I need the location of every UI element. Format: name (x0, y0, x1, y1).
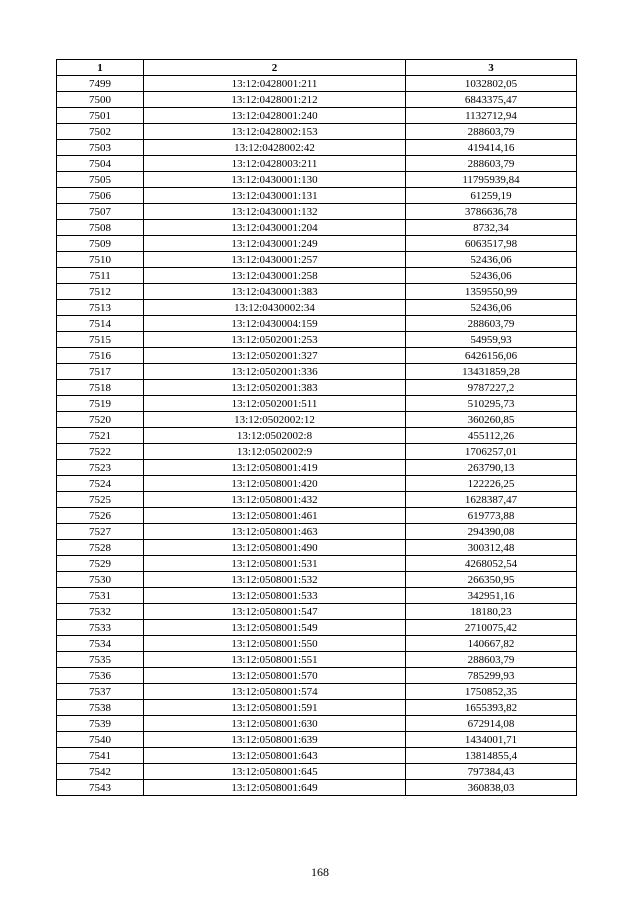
cadastral-number-cell: 13:12:0508001:570 (144, 668, 406, 684)
cadastral-number-cell: 13:12:0508001:432 (144, 492, 406, 508)
table-row (57, 524, 577, 540)
table-row (57, 460, 577, 476)
value-cell: 455112,26 (406, 428, 577, 444)
value-cell: 300312,48 (406, 540, 577, 556)
cadastral-number-cell: 13:12:0430001:383 (144, 284, 406, 300)
cadastral-number-cell: 13:12:0502002:12 (144, 412, 406, 428)
cadastral-number-cell: 13:12:0430001:132 (144, 204, 406, 220)
value-cell: 619773,88 (406, 508, 577, 524)
table-row (57, 748, 577, 764)
value-cell: 288603,79 (406, 156, 577, 172)
table-row (57, 380, 577, 396)
table-row (57, 668, 577, 684)
row-number-cell: 7514 (57, 316, 144, 332)
cadastral-number-cell: 13:12:0508001:547 (144, 604, 406, 620)
table-row (57, 252, 577, 268)
value-cell: 13431859,28 (406, 364, 577, 380)
table-row (57, 620, 577, 636)
row-number-cell: 7508 (57, 220, 144, 236)
table-row (57, 316, 577, 332)
value-cell: 6843375,47 (406, 92, 577, 108)
table-row (57, 764, 577, 780)
cadastral-number-cell: 13:12:0508001:551 (144, 652, 406, 668)
table-row (57, 172, 577, 188)
row-number-cell: 7503 (57, 140, 144, 156)
row-number-cell: 7539 (57, 716, 144, 732)
table-row (57, 780, 577, 796)
cadastral-number-cell: 13:12:0428003:211 (144, 156, 406, 172)
table-row (57, 428, 577, 444)
cadastral-number-cell: 13:12:0502001:336 (144, 364, 406, 380)
table-header (57, 60, 577, 76)
row-number-cell: 7529 (57, 556, 144, 572)
row-number-cell: 7519 (57, 396, 144, 412)
value-cell: 13814855,4 (406, 748, 577, 764)
row-number-cell: 7504 (57, 156, 144, 172)
table-row (57, 300, 577, 316)
value-cell: 61259,19 (406, 188, 577, 204)
value-cell: 263790,13 (406, 460, 577, 476)
row-number-cell: 7515 (57, 332, 144, 348)
table-row (57, 140, 577, 156)
row-number-cell: 7506 (57, 188, 144, 204)
table-row (57, 540, 577, 556)
table-row (57, 556, 577, 572)
table-row (57, 268, 577, 284)
table-row (57, 108, 577, 124)
table-row (57, 348, 577, 364)
row-number-cell: 7533 (57, 620, 144, 636)
row-number-cell: 7510 (57, 252, 144, 268)
row-number-cell: 7511 (57, 268, 144, 284)
value-cell: 1434001,71 (406, 732, 577, 748)
table-row (57, 188, 577, 204)
row-number-cell: 7523 (57, 460, 144, 476)
table-row (57, 476, 577, 492)
value-cell: 360260,85 (406, 412, 577, 428)
value-cell: 4268052,54 (406, 556, 577, 572)
cadastral-number-cell: 13:12:0430002:34 (144, 300, 406, 316)
value-cell: 288603,79 (406, 124, 577, 140)
cadastral-number-cell: 13:12:0508001:574 (144, 684, 406, 700)
table-row (57, 588, 577, 604)
value-cell: 52436,06 (406, 300, 577, 316)
row-number-cell: 7532 (57, 604, 144, 620)
cadastral-number-cell: 13:12:0430001:249 (144, 236, 406, 252)
table-row (57, 396, 577, 412)
cadastral-number-cell: 13:12:0428001:211 (144, 76, 406, 92)
cadastral-number-cell: 13:12:0508001:463 (144, 524, 406, 540)
value-cell: 785299,93 (406, 668, 577, 684)
table-row (57, 412, 577, 428)
cadastral-number-cell: 13:12:0508001:419 (144, 460, 406, 476)
table-row (57, 652, 577, 668)
cadastral-number-cell: 13:12:0502001:253 (144, 332, 406, 348)
row-number-cell: 7542 (57, 764, 144, 780)
row-number-cell: 7535 (57, 652, 144, 668)
value-cell: 140667,82 (406, 636, 577, 652)
table-row (57, 700, 577, 716)
value-cell: 342951,16 (406, 588, 577, 604)
row-number-cell: 7540 (57, 732, 144, 748)
value-cell: 122226,25 (406, 476, 577, 492)
cadastral-number-cell: 13:12:0508001:645 (144, 764, 406, 780)
row-number-cell: 7526 (57, 508, 144, 524)
row-number-cell: 7538 (57, 700, 144, 716)
row-number-cell: 7522 (57, 444, 144, 460)
value-cell: 419414,16 (406, 140, 577, 156)
cadastral-number-cell: 13:12:0508001:532 (144, 572, 406, 588)
value-cell: 1628387,47 (406, 492, 577, 508)
value-cell: 1706257,01 (406, 444, 577, 460)
row-number-cell: 7499 (57, 76, 144, 92)
value-cell: 510295,73 (406, 396, 577, 412)
cadastral-number-cell: 13:12:0428001:212 (144, 92, 406, 108)
row-number-cell: 7531 (57, 588, 144, 604)
row-number-cell: 7525 (57, 492, 144, 508)
value-cell: 1655393,82 (406, 700, 577, 716)
cadastral-number-cell: 13:12:0508001:531 (144, 556, 406, 572)
row-number-cell: 7513 (57, 300, 144, 316)
row-number-cell: 7500 (57, 92, 144, 108)
value-cell: 266350,95 (406, 572, 577, 588)
value-cell: 288603,79 (406, 652, 577, 668)
row-number-cell: 7543 (57, 780, 144, 796)
row-number-cell: 7507 (57, 204, 144, 220)
header-cell-1: 1 (57, 60, 144, 76)
table-row (57, 124, 577, 140)
value-cell: 1132712,94 (406, 108, 577, 124)
value-cell: 8732,34 (406, 220, 577, 236)
row-number-cell: 7537 (57, 684, 144, 700)
cadastral-number-cell: 13:12:0508001:639 (144, 732, 406, 748)
row-number-cell: 7521 (57, 428, 144, 444)
row-number-cell: 7501 (57, 108, 144, 124)
row-number-cell: 7516 (57, 348, 144, 364)
cadastral-number-cell: 13:12:0430001:257 (144, 252, 406, 268)
table-row (57, 716, 577, 732)
page-number: 168 (311, 865, 329, 879)
value-cell: 1750852,35 (406, 684, 577, 700)
cadastral-number-cell: 13:12:0508001:533 (144, 588, 406, 604)
cadastral-number-cell: 13:12:0430001:258 (144, 268, 406, 284)
value-cell: 52436,06 (406, 268, 577, 284)
row-number-cell: 7518 (57, 380, 144, 396)
value-cell: 3786636,78 (406, 204, 577, 220)
row-number-cell: 7524 (57, 476, 144, 492)
cadastral-number-cell: 13:12:0502001:327 (144, 348, 406, 364)
value-cell: 360838,03 (406, 780, 577, 796)
cadastral-number-cell: 13:12:0502002:8 (144, 428, 406, 444)
value-cell: 2710075,42 (406, 620, 577, 636)
row-number-cell: 7541 (57, 748, 144, 764)
table-row (57, 220, 577, 236)
table-row (57, 236, 577, 252)
table-body (57, 76, 577, 796)
header-cell-3: 3 (406, 60, 577, 76)
cadastral-number-cell: 13:12:0428002:153 (144, 124, 406, 140)
row-number-cell: 7527 (57, 524, 144, 540)
row-number-cell: 7536 (57, 668, 144, 684)
row-number-cell: 7509 (57, 236, 144, 252)
cadastral-number-cell: 13:12:0502002:9 (144, 444, 406, 460)
cadastral-number-cell: 13:12:0508001:549 (144, 620, 406, 636)
value-cell: 9787227,2 (406, 380, 577, 396)
table-row (57, 684, 577, 700)
header-cell-2: 2 (144, 60, 406, 76)
value-cell: 6063517,98 (406, 236, 577, 252)
row-number-cell: 7505 (57, 172, 144, 188)
cadastral-number-cell: 13:12:0502001:383 (144, 380, 406, 396)
table-row (57, 156, 577, 172)
value-cell: 288603,79 (406, 316, 577, 332)
row-number-cell: 7528 (57, 540, 144, 556)
cadastral-number-cell: 13:12:0430001:131 (144, 188, 406, 204)
cadastral-number-cell: 13:12:0508001:649 (144, 780, 406, 796)
table-row (57, 444, 577, 460)
value-cell: 1359550,99 (406, 284, 577, 300)
cadastral-number-cell: 13:12:0508001:490 (144, 540, 406, 556)
value-cell: 797384,43 (406, 764, 577, 780)
cadastral-number-cell: 13:12:0508001:420 (144, 476, 406, 492)
row-number-cell: 7517 (57, 364, 144, 380)
cadastral-number-cell: 13:12:0430001:204 (144, 220, 406, 236)
cadastral-number-cell: 13:12:0430004:159 (144, 316, 406, 332)
table-row (57, 204, 577, 220)
cadastral-number-cell: 13:12:0508001:591 (144, 700, 406, 716)
table-row (57, 364, 577, 380)
table-row (57, 572, 577, 588)
table-row (57, 732, 577, 748)
cadastral-number-cell: 13:12:0508001:550 (144, 636, 406, 652)
value-cell: 52436,06 (406, 252, 577, 268)
cadastral-number-cell: 13:12:0508001:643 (144, 748, 406, 764)
cadastral-number-cell: 13:12:0428002:42 (144, 140, 406, 156)
cadastral-number-cell: 13:12:0508001:461 (144, 508, 406, 524)
table-row (57, 284, 577, 300)
table-row (57, 332, 577, 348)
value-cell: 18180,23 (406, 604, 577, 620)
row-number-cell: 7502 (57, 124, 144, 140)
value-cell: 6426156,06 (406, 348, 577, 364)
row-number-cell: 7512 (57, 284, 144, 300)
cadastral-number-cell: 13:12:0502001:511 (144, 396, 406, 412)
value-cell: 672914,08 (406, 716, 577, 732)
data-table (56, 59, 577, 796)
value-cell: 11795939,84 (406, 172, 577, 188)
cadastral-number-cell: 13:12:0428001:240 (144, 108, 406, 124)
cadastral-number-cell: 13:12:0430001:130 (144, 172, 406, 188)
table-row (57, 76, 577, 92)
row-number-cell: 7530 (57, 572, 144, 588)
cadastral-number-cell: 13:12:0508001:630 (144, 716, 406, 732)
row-number-cell: 7520 (57, 412, 144, 428)
table-row (57, 92, 577, 108)
value-cell: 294390,08 (406, 524, 577, 540)
table-row (57, 508, 577, 524)
header-row (57, 60, 577, 76)
value-cell: 54959,93 (406, 332, 577, 348)
row-number-cell: 7534 (57, 636, 144, 652)
value-cell: 1032802,05 (406, 76, 577, 92)
table-row (57, 492, 577, 508)
table-row (57, 604, 577, 620)
table-row (57, 636, 577, 652)
